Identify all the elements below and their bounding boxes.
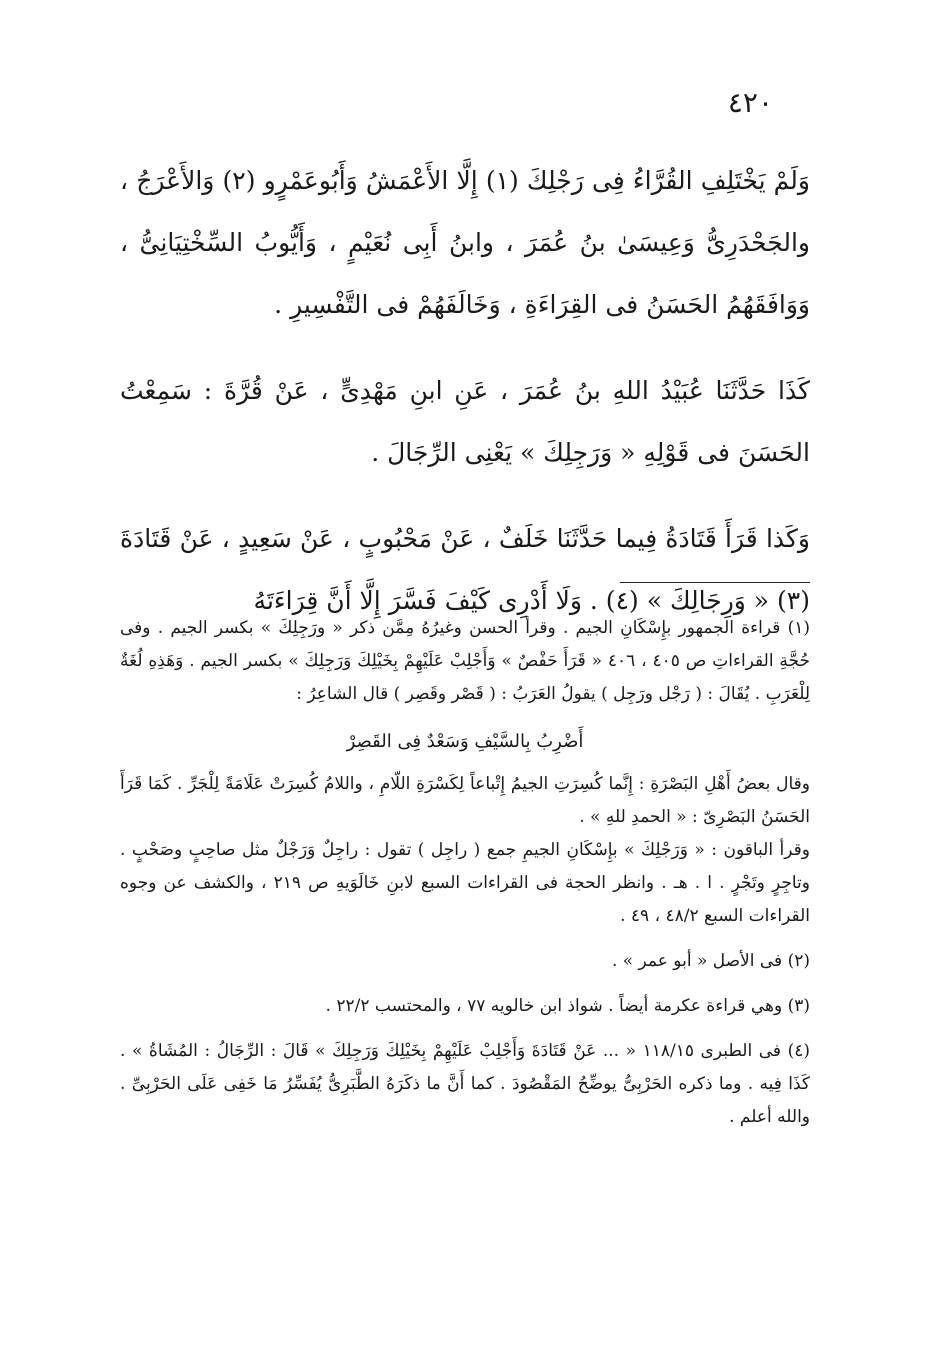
main-paragraph-1: وَلَمْ يَخْتَلِفِ القُرَّاءُ فِى رَجْلِكَ (١) إِلَّا الأَعْمَشُ وَأَبُوعَمْرٍو (٢) وَالأَعْرَجُ ، والجَحْدَرِىُّ وَعِيسَىٰ بنُ عُمَرَ ، وابنُ أَبِى نُعَيْمٍ ، وَأَيُّوبُ السِّخْتِيَانِىُّ ، وَوَافَقَهُمُ الحَسَنُ فى القِرَاءَةِ ، وَخَالَفَهُمْ فى التَّفْسِيرِ . (120, 166, 810, 319)
footnote-1-readings: وقرأ الباقون : « وَرَجْلِكَ » بإِسْكَانِ الجيمِ جمع ( راجِل ) تقول : راجِلٌ وَرَجْلٌ مثل صاحِبٍ وصَحْبٍ . وتاجِرٍ وتَجْرٍ . ا . هـ . وانظر الحجة فى القراءات السبع لابنِ خَالَوَيهِ ص ٢١٩ ، والكشف عن وجوه القراءات السبع ٤٨/٢ ، ٤٩ . (120, 840, 811, 926)
footnote-1-verse: أَضْرِبُ بِالسَّيْفِ وَسَعْدٌ فِى القَصِرْ (346, 731, 584, 752)
footnote-divider (620, 582, 810, 583)
main-paragraph-3: وَكَذا قَرَأَ قَتَادَةُ فِيما حَدَّثَنَا خَلَفٌ ، عَنْ مَحْبُوبٍ ، عَنْ سَعِيدٍ ، عَنْ قَتَادَةَ (٣) « وَرِجَالِكَ » (٤) . وَلَا أَدْرِى كَيْفَ فَسَّرَ إِلَّا أَنَّ قِرَاءَتَهُ (120, 524, 810, 615)
footnote-2: (٢) فى الأصل « أبو عمر » . (611, 951, 810, 971)
main-text-body (120, 150, 810, 632)
footnote-3: (٣) وهي قراءة عكرمة أيضاً . شواذ ابن خالويه ٧٧ ، والمحتسب ٢٢/٢ . (325, 996, 810, 1016)
page-number: ٤٢٠ (727, 86, 773, 119)
footnote-4: (٤) فى الطبرى ١١٨/١٥ « ... عَنْ قَتَادَةَ وَأَجْلِبْ عَلَيْهِمْ بِخَيْلِكَ وَرَجِلِكَ » قَالَ : الرِّجَالُ : المُشَاةُ » . كَذَا فِيه . وما ذكره الحَرْبِىُّ يوضِّحُ المَقْصُودَ . كما أَنَّ ما ذكَرَهُ الطَّبَرِىُّ يُفَسِّرُ مَا خَفِى عَلَى الحَرْبِىِّ . والله أعلم . (120, 1041, 811, 1127)
footnotes-section (120, 612, 810, 1134)
main-paragraph-2: كَذَا حَدَّثَنَا عُبَيْدُ اللهِ بنُ عُمَرَ ، عَنِ ابنِ مَهْدِىٍّ ، عَنْ قُرَّةَ : سَمِعْتُ الحَسَنَ فى قَوْلِهِ « وَرَجِلِكَ » يَعْنِى الرِّجَالَ . (120, 376, 810, 467)
footnote-1-text: (١) قراءة الجمهور بإِسْكَانِ الجيم . وقرأ الحسن وغيرُهُ مِمَّن ذكر « ورَجِلِكَ » بكسر الجيم . وفى حُجَّةِ القراءاتِ ص ٤٠٥ ، ٤٠٦ « قَرَأَ حَفْصٌ » وَأَجْلِبْ عَلَيْهِمْ بِخَيْلِكَ وَرَجِلِكَ » بكسر الجيم . وَهَذِهِ لُغَةٌ لِلْعَرَبِ . يُقَالَ : ( رَجْل ورَجِل ) يقولُ العَرَبُ : ( قَصْر وقَصِر ) قال الشاعِرُ : (120, 618, 811, 704)
footnote-1-continuation: وقال بعضُ أَهْلِ البَصْرَةِ : إِنَّما كُسِرَتِ الجيمُ إِتْباعاً لِكَسْرَةِ اللّامِ ، واللامُ كُسِرَتْ عَلَامَةً لِلْجَرِّ . كَمَا قَرَأَ الحَسَنُ البَصْرِىّ : « الحمدِ للهِ » . (120, 774, 810, 827)
